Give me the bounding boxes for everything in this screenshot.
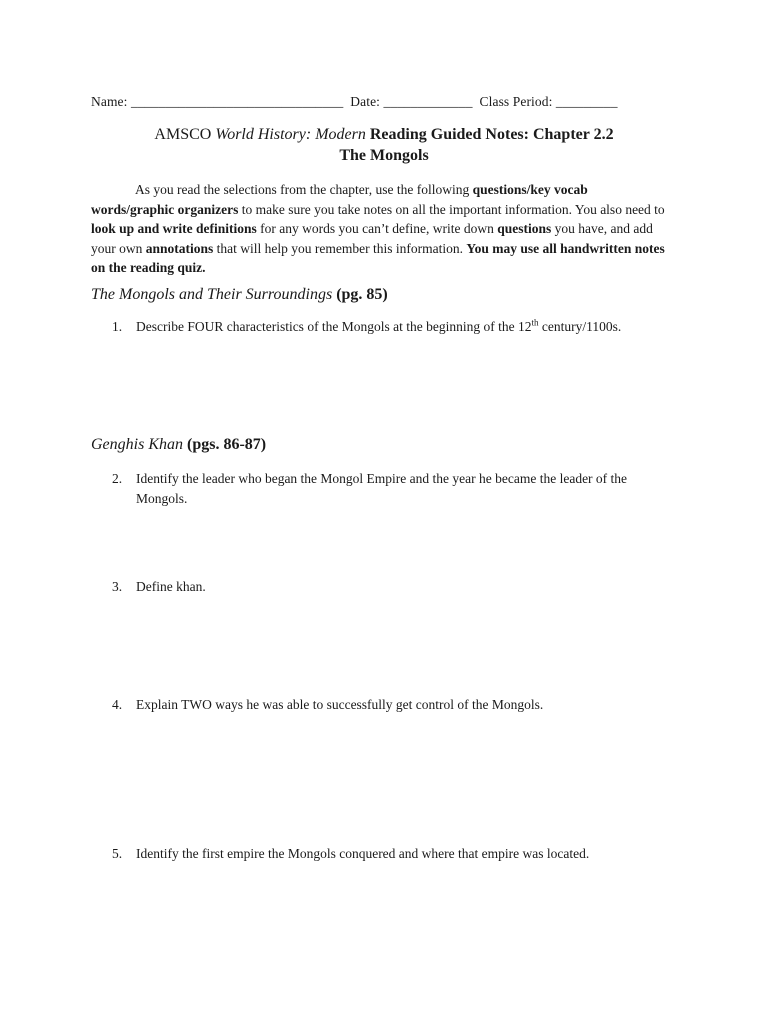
section-pages: (pgs. 86-87) — [183, 436, 267, 453]
question-number: 3. — [112, 579, 123, 594]
intro-text: for any words you can’t define, write down — [256, 221, 498, 236]
question-item — [112, 577, 672, 597]
question-number: 4. — [112, 697, 123, 712]
intro-text: that will help you remember this information. — [213, 240, 467, 256]
intro-bold: questions/key vocab words/graphic organizers — [91, 182, 588, 217]
question-text: Identify the first empire the Mongols conquered and where that empire was located. — [136, 846, 590, 861]
question-text-part: century/1100s. — [538, 319, 622, 334]
section-title: The Mongols and Their Surroundings — [91, 286, 333, 303]
page-title — [0, 126, 768, 144]
intro-text: to make sure you take notes on all the important information. You also need to — [238, 201, 665, 217]
question-item — [112, 469, 672, 508]
question-item — [112, 695, 672, 715]
name-label: Name: — [91, 94, 131, 109]
question-text: Define khan. — [136, 579, 206, 594]
question-item — [112, 317, 672, 337]
intro-bold: look up and write definitions — [91, 221, 257, 236]
question-item — [112, 844, 672, 864]
section-title: Genghis Khan — [91, 436, 183, 453]
question-number: 1. — [112, 319, 123, 334]
title-prefix: AMSCO — [154, 126, 216, 143]
date-label: Date: — [350, 94, 384, 109]
title-book: World History: Modern — [215, 126, 366, 143]
page-subtitle: The Mongols — [339, 147, 429, 164]
intro-text: you have, and add your own — [91, 221, 653, 256]
section-heading — [91, 286, 388, 304]
class-period-label: Class Period: — [479, 94, 556, 109]
question-number: 5. — [112, 846, 123, 861]
question-text — [136, 317, 672, 337]
superscript: th — [531, 317, 539, 328]
intro-bold: You may use all handwritten notes on the reading quiz. — [91, 240, 665, 275]
intro-bold: questions — [497, 221, 552, 236]
question-text: Explain TWO ways he was able to successfully get control of the Mongols. — [136, 697, 544, 712]
title-suffix: Reading Guided Notes: Chapter 2.2 — [365, 126, 614, 143]
question-number: 2. — [112, 471, 123, 486]
section-heading — [91, 436, 266, 454]
intro-bold: annotations — [145, 240, 214, 256]
name-blank: _______________________________ — [130, 94, 344, 109]
date-blank: _____________ — [383, 94, 473, 109]
class-period-blank: _________ — [555, 94, 618, 109]
student-info-line — [91, 94, 618, 110]
question-text: Identify the leader who began the Mongol Empire and the year he became the leader of the Mongols. — [136, 471, 628, 506]
intro-text: As you read the selections from the chapter, use the following — [135, 182, 473, 197]
instructions-paragraph — [91, 180, 671, 278]
question-text-part: Describe FOUR characteristics of the Mongols at the beginning of the 12 — [136, 319, 532, 334]
section-pages: (pg. 85) — [332, 286, 388, 303]
